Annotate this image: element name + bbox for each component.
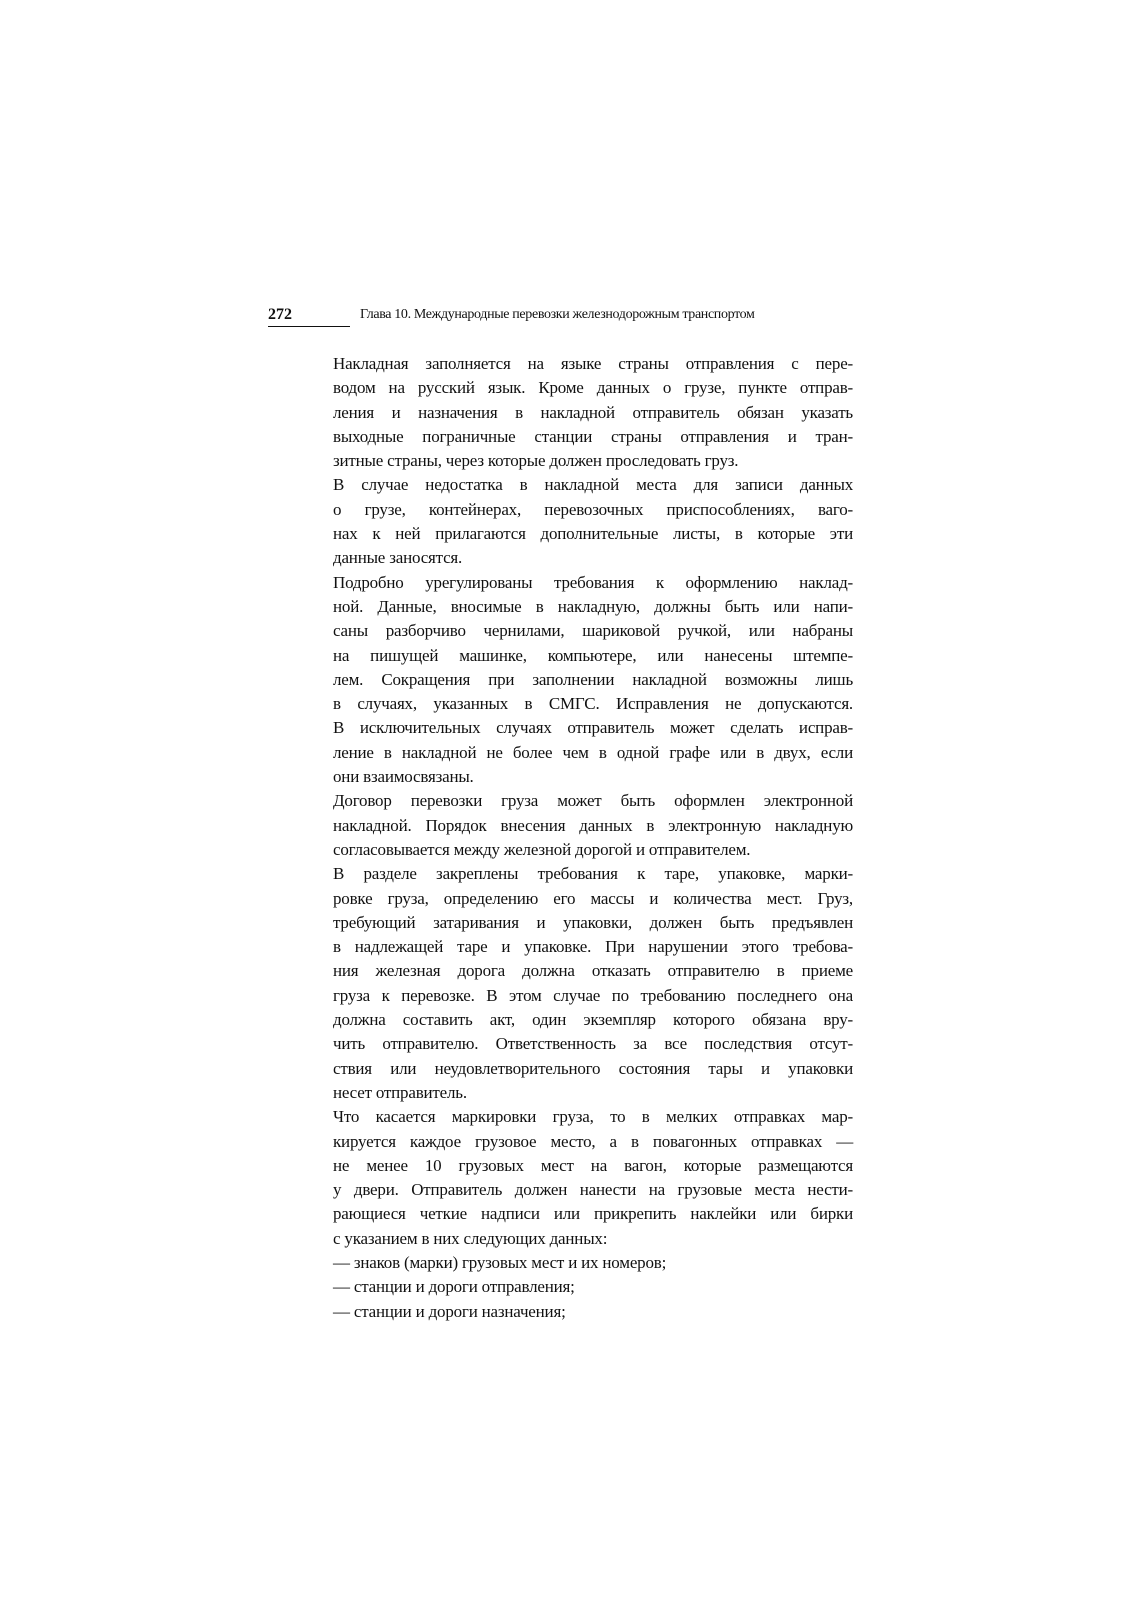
text-line: В разделе закреплены требования к таре, упаковке, марки- [333, 864, 853, 884]
text-line: выходные пограничные станции страны отправления и тран- [333, 426, 853, 446]
text-line: Подробно урегулированы требования к оформлению наклад- [333, 572, 853, 592]
text-line: ровке груза, определению его массы и количества мест. Груз, [333, 888, 853, 908]
text-line: ление в накладной не более чем в одной графе или в двух, если [333, 742, 853, 762]
header-rule [268, 326, 350, 327]
text-line: зитные страны, через которые должен проследовать груз. [333, 451, 739, 471]
running-title: Глава 10. Международные перевозки железнодорожным транспортом [360, 307, 755, 322]
text-line: требующий затаривания и упаковки, должен быть предъявлен [333, 912, 853, 932]
text-line: данные заносятся. [333, 548, 463, 568]
paragraph-5 [308, 862, 853, 1105]
text-line: саны разборчиво чернилами, шариковой ручкой, или набраны [333, 621, 853, 641]
text-line: о грузе, контейнерах, перевозочных приспособлениях, ваго- [333, 499, 853, 519]
text-line: груза к перевозке. В этом случае по требованию последнего она [333, 985, 853, 1005]
text-line: водом на русский язык. Кроме данных о грузе, пункте отправ- [333, 378, 853, 398]
paragraph-6 [308, 1105, 853, 1251]
text-line: Что касается маркировки груза, то в мелких отправках мар- [333, 1107, 853, 1127]
text-line: не менее 10 грузовых мест на вагон, которые размещаются [333, 1155, 853, 1175]
text-line: чить отправителю. Ответственность за все последствия отсут- [333, 1034, 853, 1054]
text-line: Накладная заполняется на языке страны отправления с пере- [333, 354, 853, 373]
text-line: ния железная дорога должна отказать отправителю в приеме [333, 961, 853, 981]
text-line: В случае недостатка в накладной места для записи данных [333, 475, 853, 495]
text-line: должна составить акт, один экземпляр которого обязана вру- [333, 1010, 853, 1030]
paragraph-2 [308, 473, 853, 570]
text-line: в случаях, указанных в СМГС. Исправления не допускаются. [333, 694, 853, 714]
text-line: В исключительных случаях отправитель может сделать исправ- [333, 718, 853, 738]
text-line: несет отправитель. [333, 1082, 467, 1102]
text-line: лем. Сокращения при заполнении накладной возможны лишь [333, 669, 853, 689]
list-item: — станции и дороги отправления; [333, 1277, 575, 1297]
text-line: нах к ней прилагаются дополнительные листы, в которые эти [333, 524, 853, 544]
text-line: ления и назначения в накладной отправитель обязан указать [333, 402, 853, 422]
text-line: у двери. Отправитель должен нанести на грузовые места нести- [333, 1180, 853, 1200]
text-line: с указанием в них следующих данных: [333, 1228, 608, 1248]
page-number: 272 [268, 306, 292, 323]
text-line: на пишущей машинке, компьютере, или нанесены штемпе- [333, 645, 853, 665]
text-line: ной. Данные, вносимые в накладную, должны быть или напи- [333, 596, 853, 616]
paragraph-1 [308, 352, 853, 473]
running-header [268, 305, 852, 329]
list-item: — станции и дороги назначения; [333, 1301, 566, 1321]
paragraph-3 [308, 571, 853, 790]
text-line: Договор перевозки груза может быть оформлен электронной [333, 791, 853, 811]
text-line: они взаимосвязаны. [333, 767, 474, 787]
text-line: кируется каждое грузовое место, а в повагонных отправках — [333, 1131, 853, 1151]
text-line: ствия или неудовлетворительного состояния тары и упаковки [333, 1058, 853, 1078]
text-line: в надлежащей таре и упаковке. При нарушении этого требова- [333, 937, 853, 957]
text-line: рающиеся четкие надписи или прикрепить наклейки или бирки [333, 1204, 853, 1224]
data-list [308, 1251, 853, 1324]
paragraph-4 [308, 789, 853, 862]
text-line: накладной. Порядок внесения данных в электронную накладную [333, 815, 853, 835]
list-item: — знаков (марки) грузовых мест и их номеров; [333, 1252, 667, 1272]
text-line: согласовывается между железной дорогой и отправителем. [333, 839, 751, 859]
body-text [308, 352, 853, 1324]
